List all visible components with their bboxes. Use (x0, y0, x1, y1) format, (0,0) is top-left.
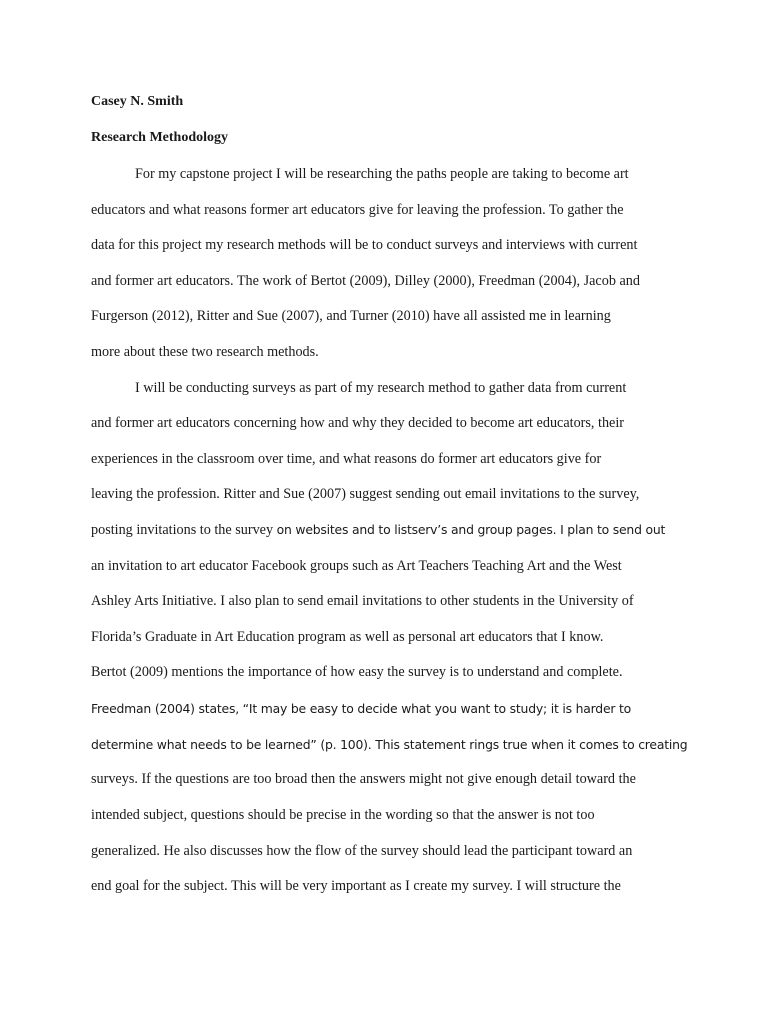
body-line: surveys. If the questions are too broad then the answers might not give enough detail toward the (91, 771, 636, 787)
body-line: and former art educators. The work of Bertot (2009), Dilley (2000), Freedman (2004), Jacob and (91, 273, 640, 289)
body-line: an invitation to art educator Facebook groups such as Art Teachers Teaching Art and the West (91, 558, 622, 574)
body-line: educators and what reasons former art educators give for leaving the profession. To gather the (91, 202, 624, 218)
body-line-alt-font: determine what needs to be learned” (p. 100). This statement rings true when it comes to creating (91, 737, 688, 752)
section-heading: Research Methodology (91, 130, 228, 145)
body-line: data for this project my research methods will be to conduct surveys and interviews with current (91, 237, 638, 253)
body-line: For my capstone project I will be researching the paths people are taking to become art (135, 166, 629, 182)
body-line: Bertot (2009) mentions the importance of how easy the survey is to understand and complete. (91, 664, 623, 680)
body-line: intended subject, questions should be precise in the wording so that the answer is not too (91, 807, 595, 823)
body-line: leaving the profession. Ritter and Sue (2007) suggest sending out email invitations to the survey, (91, 486, 640, 502)
body-line: generalized. He also discusses how the flow of the survey should lead the participant toward an (91, 843, 633, 859)
body-line: end goal for the subject. This will be very important as I create my survey. I will structure the (91, 878, 621, 894)
body-line: Florida’s Graduate in Art Education program as well as personal art educators that I know. (91, 629, 604, 645)
body-line: Furgerson (2012), Ritter and Sue (2007), and Turner (2010) have all assisted me in learning (91, 308, 611, 324)
body-line-segment: posting invitations to the survey (91, 522, 277, 538)
body-line: and former art educators concerning how and why they decided to become art educators, their (91, 415, 625, 431)
body-line: I will be conducting surveys as part of my research method to gather data from current (135, 380, 627, 396)
body-line: more about these two research methods. (91, 344, 319, 360)
body-line: Ashley Arts Initiative. I also plan to send email invitations to other students in the University of (91, 593, 634, 609)
body-line: experiences in the classroom over time, and what reasons do former art educators give for (91, 451, 602, 467)
author-name: Casey N. Smith (91, 94, 184, 109)
body-line-alt-font: Freedman (2004) states, “It may be easy to decide what you want to study; it is harder to (91, 701, 632, 716)
body-line-mixed-font (91, 520, 665, 540)
body-line-segment-alt-font: on websites and to listserv’s and group pages. I plan to send out (276, 522, 666, 537)
